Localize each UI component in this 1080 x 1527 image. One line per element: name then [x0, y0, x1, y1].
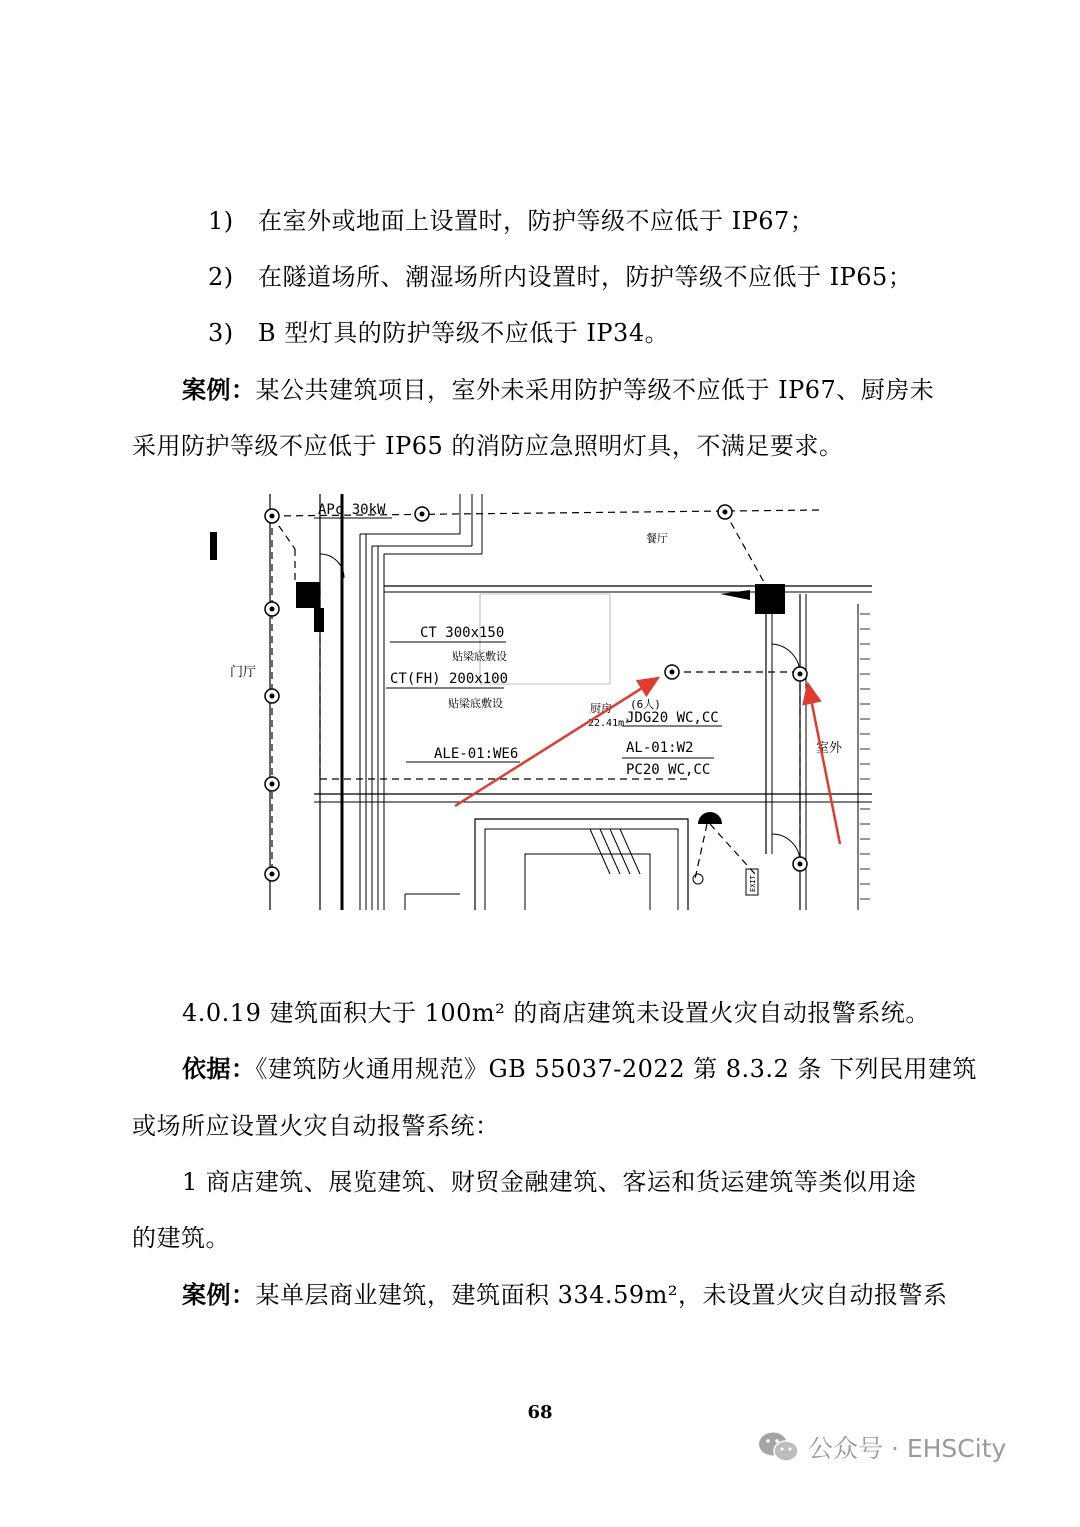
requirement-line-1: 1 商店建筑、展览建筑、财贸金融建筑、客运和货运建筑等类似用途	[182, 1168, 917, 1196]
list-item-number: 2)	[208, 263, 234, 291]
label-apc: APc 30kW	[318, 502, 386, 518]
basis-line-2: 或场所应设置火灾自动报警系统：	[132, 1112, 500, 1140]
label-ale: ALE-01:WE6	[434, 746, 519, 762]
circuit-wiring	[272, 510, 820, 879]
section-heading: 4.0.19 建筑面积大于 100m² 的商店建筑未设置火灾自动报警系统。	[182, 999, 930, 1027]
case1-text-1: 某公共建筑项目，室外未采用防护等级不应低于 IP67、厨房未	[255, 376, 935, 404]
label-hall: 门厅	[230, 665, 257, 680]
walls	[270, 494, 872, 910]
cad-floor-plan-drawing	[210, 494, 872, 910]
basis-label: 依据：	[182, 1054, 256, 1083]
basis-line-1	[182, 1054, 977, 1084]
watermark-text: 公众号 · EHSCity	[808, 1434, 1007, 1463]
label-al: AL-01:W2	[626, 740, 694, 756]
wechat-icon	[758, 1430, 800, 1464]
label-ct2: CT(FH) 200x100	[390, 671, 509, 687]
arrow-to-outdoor-light	[808, 684, 840, 844]
list-item-text: 在隧道场所、潮湿场所内设置时，防护等级不应低于 IP65；	[258, 263, 913, 291]
list-item-number: 1)	[208, 207, 234, 235]
label-people: (6人)	[630, 698, 661, 711]
label-area: 22.41m²	[588, 718, 631, 729]
case1-label: 案例：	[182, 375, 256, 404]
case2-text: 某单层商业建筑，建筑面积 334.59m²，未设置火灾自动报警系	[255, 1281, 948, 1309]
label-dining: 餐厅	[646, 532, 668, 545]
requirement-line-2: 的建筑。	[132, 1224, 230, 1252]
list-item-2	[208, 262, 912, 292]
label-pc: PC20 WC,CC	[626, 762, 711, 778]
basis-text-1: 《建筑防火通用规范》GB 55037-2022 第 8.3.2 条 下列民用建筑	[255, 1055, 978, 1083]
case2-label: 案例：	[182, 1280, 256, 1309]
case2-line	[182, 1280, 947, 1310]
drawing-labels	[230, 502, 843, 892]
case1-line2: 采用防护等级不应低于 IP65 的消防应急照明灯具，不满足要求。	[132, 432, 844, 460]
list-item-3	[208, 318, 669, 348]
label-jdg: JDG20 WC,CC	[626, 710, 719, 726]
label-ct1-note: 贴梁底敷设	[452, 650, 507, 663]
list-item-text: 在室外或地面上设置时，防护等级不应低于 IP67；	[258, 207, 815, 235]
wall-hatching	[860, 614, 870, 899]
page-number: 68	[527, 1402, 553, 1423]
watermark	[758, 1427, 1006, 1467]
case1-line1	[182, 375, 934, 405]
emergency-light-fixtures	[265, 505, 807, 881]
list-item-number: 3)	[208, 319, 234, 347]
list-item-text: B 型灯具的防护等级不应低于 IP34。	[258, 319, 670, 347]
label-ct1: CT 300x150	[420, 625, 505, 641]
list-item-1	[208, 206, 814, 236]
label-room: 厨房	[590, 702, 612, 715]
label-exit: EXIT	[749, 875, 757, 892]
label-outdoor: 室外	[816, 741, 843, 756]
label-ct2-note: 贴梁底敷设	[448, 697, 503, 710]
